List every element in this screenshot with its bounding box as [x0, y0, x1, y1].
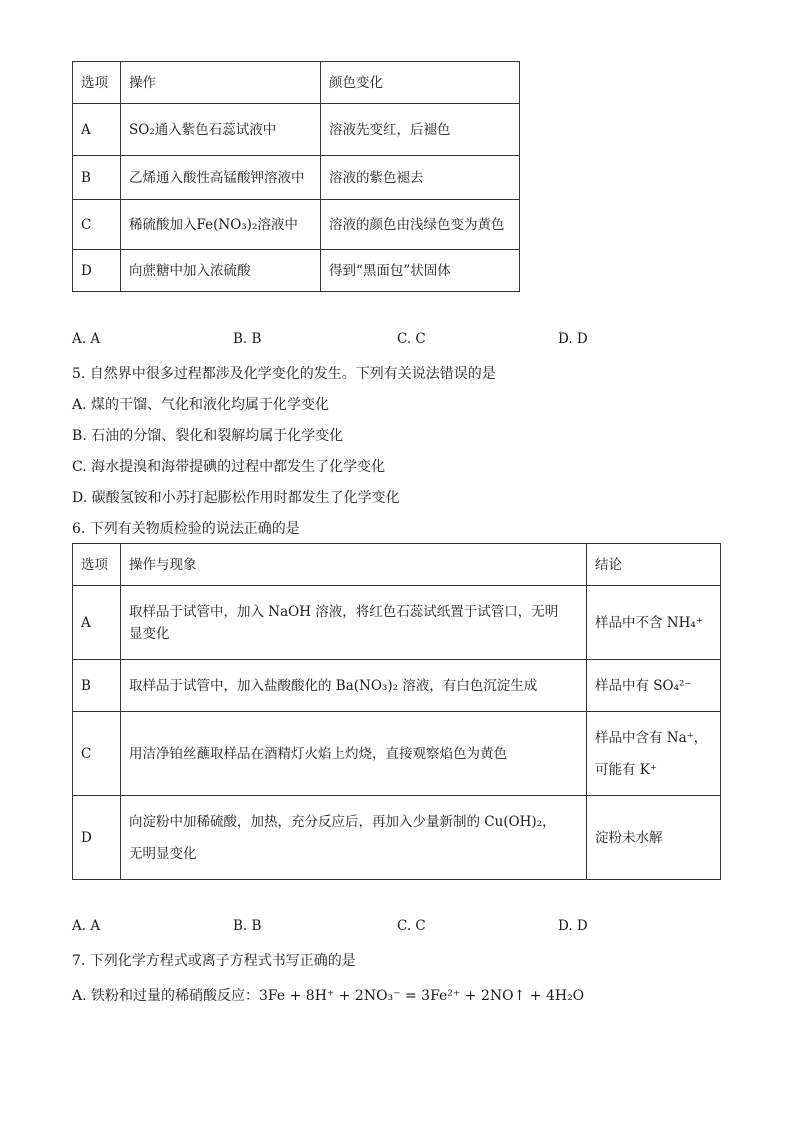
operation-line: 显变化: [129, 625, 170, 642]
color-change-table: [72, 61, 520, 292]
option-cell: C: [73, 712, 121, 796]
header-cell: 选项: [73, 62, 121, 104]
operation-cell: 取样品于试管中，加入盐酸酸化的 Ba(NO₃)₂ 溶液，有白色沉淀生成: [121, 660, 587, 712]
question-6-stem: 6. 下列有关物质检验的说法正确的是: [72, 521, 300, 537]
option-cell: D: [73, 250, 121, 292]
table-row: [73, 796, 721, 880]
operation-text: 乙烯通入酸性高锰酸钾溶液中: [129, 169, 305, 186]
answer-option-a[interactable]: A. A: [72, 331, 101, 347]
chemical-formula: Fe(NO₃)₂: [196, 216, 258, 233]
conclusion-line: 样品中含有 Na⁺，: [595, 729, 708, 746]
question-5-option-a[interactable]: A. 煤的干馏、气化和液化均属于化学变化: [72, 397, 330, 413]
conclusion-cell: 样品中有 SO₄²⁻: [587, 660, 721, 712]
conclusion-cell: 样品中不含 NH₄⁺: [587, 586, 721, 660]
operation-cell: [121, 104, 321, 156]
header-cell: 操作: [121, 62, 321, 104]
answer-option-b[interactable]: B. B: [233, 331, 262, 347]
operation-line: 取样品于试管中，加入 NaOH 溶液，将红色石蕊试纸置于试管口，无明: [129, 603, 559, 620]
result-cell: 溶液的紫色褪去: [321, 156, 520, 200]
question-5-option-c[interactable]: C. 海水提溴和海带提碘的过程中都发生了化学变化: [72, 459, 386, 475]
substance-test-table: [72, 543, 721, 880]
table-row: [73, 660, 721, 712]
option-cell: D: [73, 796, 121, 880]
table-row: [73, 156, 520, 200]
conclusion-line: 可能有 K⁺: [595, 761, 658, 778]
operation-cell: 向蔗糖中加入浓硫酸: [121, 250, 321, 292]
result-cell: 溶液的颜色由浅绿色变为黄色: [321, 200, 520, 250]
operation-text: 溶液中: [257, 216, 298, 233]
operation-cell: [121, 156, 321, 200]
answer-option-b[interactable]: B. B: [233, 918, 262, 934]
operation-line: 无明显变化: [129, 845, 197, 862]
operation-cell: 用洁净铂丝蘸取样品在酒精灯火焰上灼烧，直接观察焰色为黄色: [121, 712, 587, 796]
question-5-option-d[interactable]: D. 碳酸氢铵和小苏打起膨松作用时都发生了化学变化: [72, 490, 400, 506]
conclusion-cell: [587, 712, 721, 796]
question-7-option-a[interactable]: A. 铁粉和过量的稀硝酸反应：3Fe + 8H⁺ + 2NO₃⁻ = 3Fe²⁺ + 2NO↑ + 4H₂O: [72, 988, 585, 1004]
chemical-formula: SO₂: [129, 121, 155, 138]
answer-option-c[interactable]: C. C: [397, 918, 426, 934]
operation-cell: [121, 200, 321, 250]
table-row: [73, 200, 520, 250]
conclusion-cell: 淀粉未水解: [587, 796, 721, 880]
question-7-stem: 7. 下列化学方程式或离子方程式书写正确的是: [72, 953, 356, 969]
option-cell: B: [73, 156, 121, 200]
table-row: [73, 712, 721, 796]
result-cell: 得到“黑面包”状固体: [321, 250, 520, 292]
option-cell: A: [73, 586, 121, 660]
option-cell: A: [73, 104, 121, 156]
result-cell: 溶液先变红，后褪色: [321, 104, 520, 156]
answer-options: [72, 918, 712, 938]
table-header-row: [73, 544, 721, 586]
table-row: [73, 104, 520, 156]
header-cell: 操作与现象: [121, 544, 587, 586]
question-5-stem: 5. 自然界中很多过程都涉及化学变化的发生。下列有关说法错误的是: [72, 366, 496, 382]
answer-option-a[interactable]: A. A: [72, 918, 101, 934]
option-cell: B: [73, 660, 121, 712]
answer-option-d[interactable]: D. D: [558, 918, 588, 934]
table-row: [73, 586, 721, 660]
answer-option-c[interactable]: C. C: [397, 331, 426, 347]
question-5-option-b[interactable]: B. 石油的分馏、裂化和裂解均属于化学变化: [72, 428, 344, 444]
answer-options: [72, 331, 712, 351]
answer-option-d[interactable]: D. D: [558, 331, 588, 347]
header-cell: 选项: [73, 544, 121, 586]
operation-line: 向淀粉中加稀硫酸，加热，充分反应后，再加入少量新制的 Cu(OH)₂，: [129, 813, 556, 830]
table-row: [73, 250, 520, 292]
header-cell: 结论: [587, 544, 721, 586]
operation-text: 通入紫色石蕊试液中: [154, 121, 277, 138]
option-cell: C: [73, 200, 121, 250]
table-header-row: [73, 62, 520, 104]
operation-cell: [121, 586, 587, 660]
header-cell: 颜色变化: [321, 62, 520, 104]
operation-cell: [121, 796, 587, 880]
operation-text: 稀硫酸加入: [129, 216, 197, 233]
